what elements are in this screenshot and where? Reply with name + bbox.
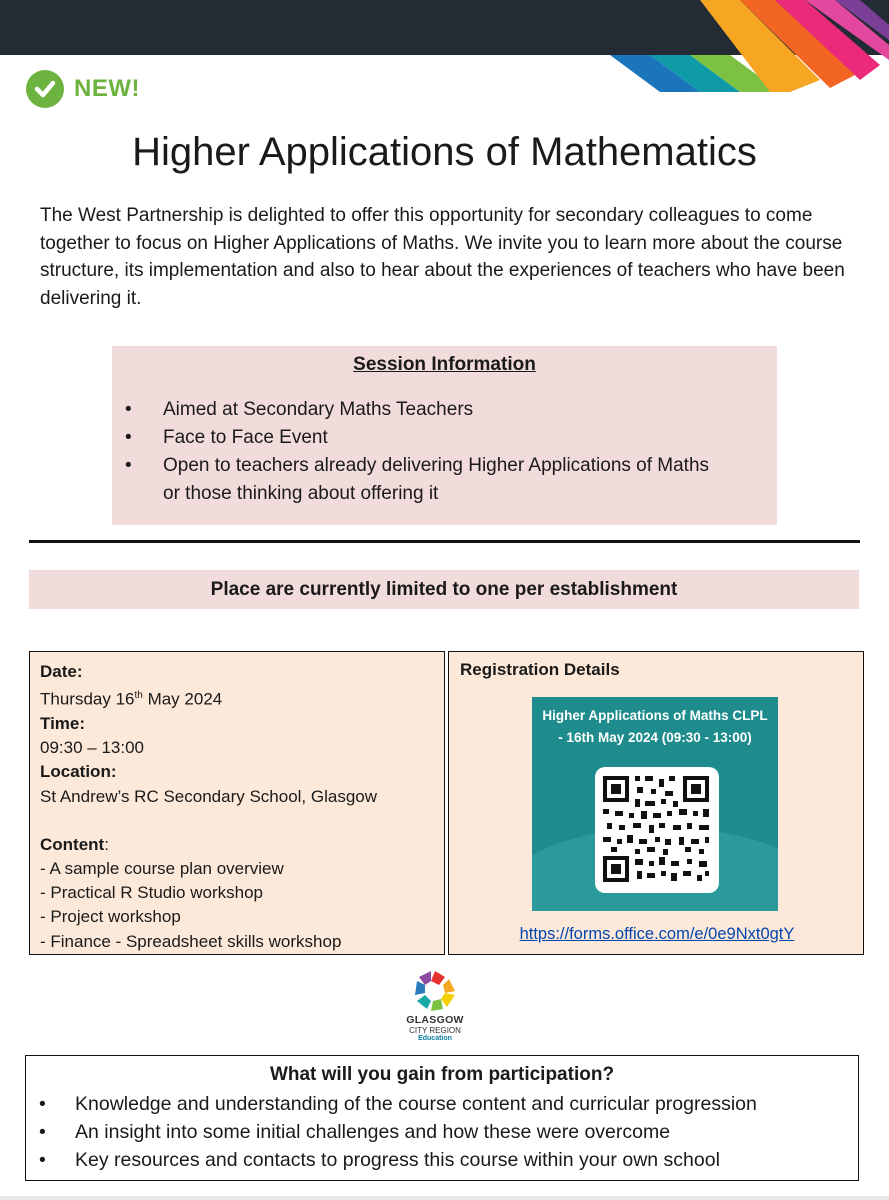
page-title: Higher Applications of Mathematics bbox=[132, 130, 757, 174]
content-item: - Project workshop bbox=[40, 907, 181, 927]
session-item-text: Face to Face Event bbox=[163, 427, 328, 448]
check-circle-icon bbox=[26, 70, 64, 108]
list-item bbox=[125, 396, 777, 424]
intro-paragraph: The West Partnership is delighted to offer this opportunity for secondary colleagues to come together to focus on Higher Applications of Maths. We invite you to learn more about the course structure, its implementation and also to hear about the experiences of teachers who have been delivering it. bbox=[40, 205, 845, 309]
time-value: 09:30 – 13:00 bbox=[40, 738, 144, 758]
date-label: Date: bbox=[40, 662, 83, 681]
content-item: - Finance - Spreadsheet skills workshop bbox=[40, 931, 342, 951]
content-item: - A sample course plan overview bbox=[40, 859, 284, 879]
date-value: Thursday 16th May 2024 bbox=[40, 689, 223, 709]
footer-line bbox=[0, 1196, 889, 1200]
logo-line3: Education bbox=[418, 1035, 452, 1042]
card-title: Higher Applications of Maths CLPL - 16th May 2024 (09:30 - 13:00) bbox=[542, 708, 768, 745]
benefits-list bbox=[26, 1090, 858, 1174]
benefits-heading: What will you gain from participation? bbox=[269, 1064, 615, 1085]
content-item: - Practical R Studio workshop bbox=[40, 883, 263, 903]
benefit-text: Knowledge and understanding of the course content and curricular progression bbox=[75, 1093, 757, 1115]
bullet: • bbox=[125, 399, 132, 420]
list-item bbox=[39, 1118, 858, 1146]
registration-panel bbox=[448, 651, 864, 955]
session-information-panel bbox=[112, 346, 777, 525]
event-details-panel bbox=[29, 651, 445, 955]
location-label: Location: bbox=[40, 762, 117, 782]
limit-notice: Place are currently limited to one per establishment bbox=[29, 570, 859, 609]
bullet: • bbox=[39, 1121, 46, 1143]
list-item bbox=[39, 1090, 858, 1118]
bullet: • bbox=[39, 1149, 46, 1171]
new-badge bbox=[26, 70, 140, 108]
bullet: • bbox=[39, 1093, 46, 1115]
session-item-text: Aimed at Secondary Maths Teachers bbox=[163, 399, 474, 420]
benefit-text: Key resources and contacts to progress this course within your own school bbox=[75, 1149, 720, 1171]
time-label: Time: bbox=[40, 714, 86, 734]
benefit-text: An insight into some initial challenges and how these were overcome bbox=[75, 1121, 671, 1143]
registration-heading: Registration Details bbox=[460, 660, 620, 679]
logo-line1: GLASGOW bbox=[406, 1014, 464, 1026]
list-item bbox=[125, 452, 777, 508]
logo-line2: CITY REGION bbox=[409, 1026, 461, 1035]
registration-card[interactable] bbox=[532, 697, 778, 911]
glasgow-city-region-logo bbox=[390, 968, 480, 1048]
pinwheel-logo-icon bbox=[390, 968, 480, 1014]
qr-code[interactable] bbox=[595, 767, 719, 893]
list-item bbox=[125, 424, 777, 452]
qr-code-icon bbox=[595, 767, 719, 893]
bullet: • bbox=[125, 455, 132, 476]
session-item-text: Open to teachers already delivering Higher Applications of Maths or those thinking about offering it bbox=[163, 455, 710, 504]
new-label: NEW! bbox=[74, 75, 140, 102]
session-heading: Session Information bbox=[353, 354, 536, 375]
list-item bbox=[39, 1146, 858, 1174]
session-list bbox=[112, 396, 777, 508]
bullet: • bbox=[125, 427, 132, 448]
benefits-panel bbox=[25, 1055, 859, 1181]
content-heading: Content: bbox=[40, 834, 109, 854]
registration-link[interactable]: https://forms.office.com/e/0e9Nxt0gtY bbox=[519, 925, 795, 943]
location-value: St Andrew’s RC Secondary School, Glasgow bbox=[40, 786, 378, 806]
divider bbox=[29, 540, 860, 543]
